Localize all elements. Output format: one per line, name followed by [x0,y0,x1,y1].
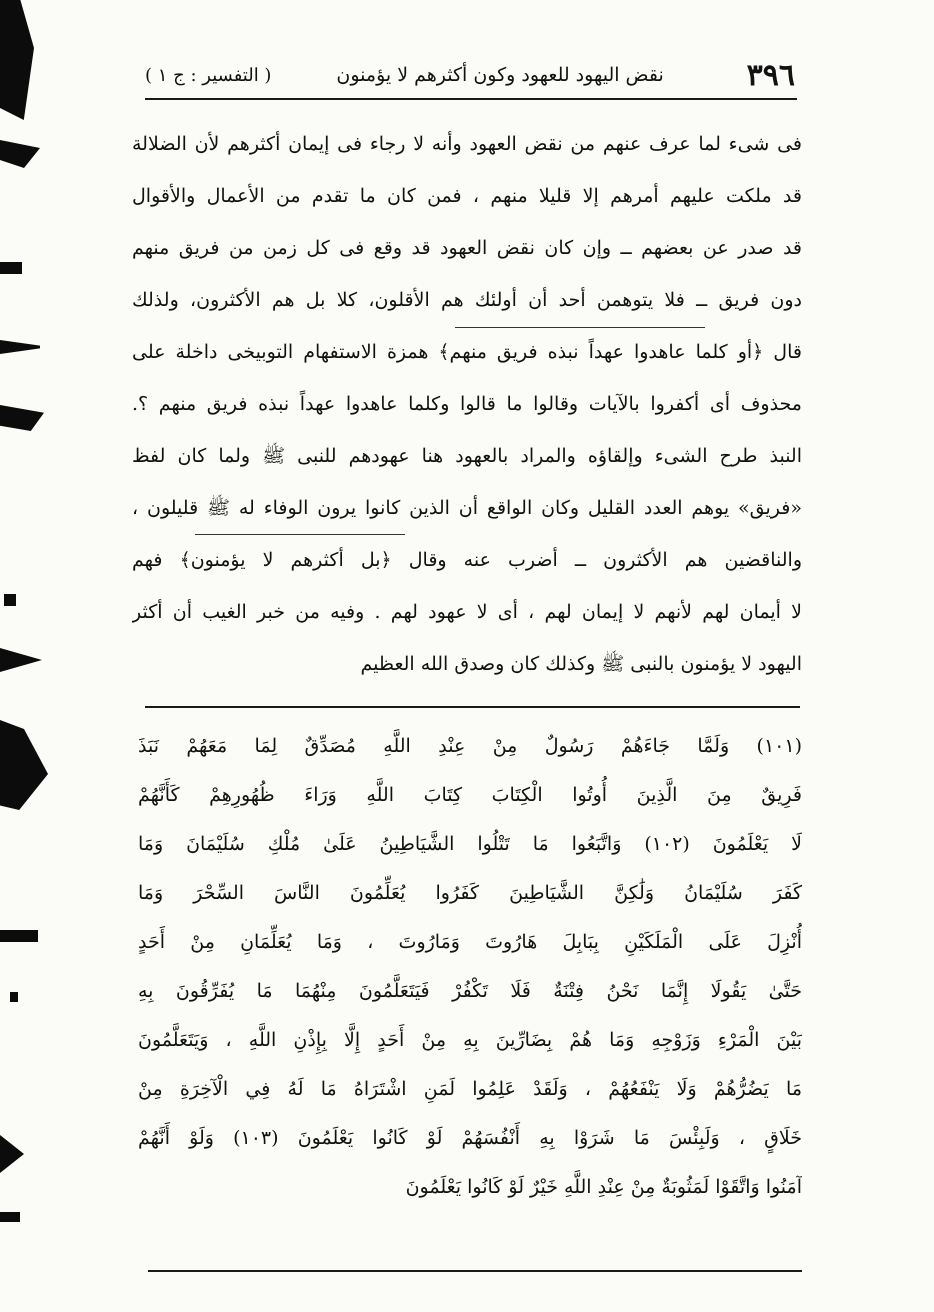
scan-edge-mark [0,930,38,942]
verse-overline [195,534,405,535]
verse-line: لَا يَعْلَمُونَ (١٠٢) وَاتَّبَعُوا مَا تَتْلُوا الشَّيَاطِينُ عَلَىٰ مُلْكِ سُلَيْمَانَ وَمَا [138,833,802,855]
quran-verses [138,722,802,1212]
verse-line: مَا يَضُرُّهُمْ وَلَا يَنْفَعُهُمْ ، وَلَقَدْ عَلِمُوا لَمَنِ اشْتَرَاهُ مَا لَهُ فِي الْآخِرَةِ مِنْ [138,1078,802,1100]
header-divider [145,98,797,100]
commentary-text [132,118,802,690]
text-line: محذوف أى أكفروا بالآيات وقالوا ما قالوا وكلما عاهدوا عهداً نبذه فريق منهم ؟. [132,393,802,415]
verse-line: فَرِيقٌ مِنَ الَّذِينَ أُوتُوا الْكِتَابَ كِتَابَ اللَّهِ وَرَاءَ ظُهُورِهِمْ كَأَنَّهُمْ [138,784,802,806]
scan-edge-mark [0,340,40,354]
verse-line: أُنْزِلَ عَلَى الْمَلَكَيْنِ بِبَابِلَ هَارُوتَ وَمَارُوتَ ، وَمَا يُعَلِّمَانِ مِنْ أَحَدٍ [138,931,802,953]
text-line: والناقضين هم الأكثرون ــ أضرب عنه وقال ﴿بل أكثرهم لا يؤمنون﴾ فهم [132,549,802,571]
verse-line: بَيْنَ الْمَرْءِ وَزَوْجِهِ وَمَا هُمْ بِضَارِّينَ بِهِ مِنْ أَحَدٍ إِلَّا بِإِذْنِ اللَّهِ ، وَيَتَعَلَّمُونَ [138,1029,802,1051]
scan-edge-mark [0,1135,24,1173]
text-line: قد ملكت عليهم أمرهم إلا قليلا منهم ، فمن كان ما تقدم من الأعمال والأقوال [132,185,802,207]
footer-divider [148,1270,802,1272]
verse-line: آمَنُوا وَاتَّقَوْا لَمَثُوبَةٌ مِنْ عِنْدِ اللَّهِ خَيْرٌ لَوْ كَانُوا يَعْلَمُونَ [405,1176,802,1198]
verse-line: (١٠١) وَلَمَّا جَاءَهُمْ رَسُولٌ مِنْ عِنْدِ اللَّهِ مُصَدِّقٌ لِمَا مَعَهُمْ نَبَذَ [138,735,802,757]
text-line: اليهود لا يؤمنون بالنبى ﷺ وكذلك كان وصدق الله العظيم [360,653,802,675]
text-line: قال ﴿أو كلما عاهدوا عهداً نبذه فريق منهم﴾ همزة الاستفهام التوبيخى داخلة على [132,341,802,363]
scan-edge-mark [10,992,18,1002]
section-divider [145,706,800,708]
book-reference: ( التفسير : ج ١ ) [145,64,272,86]
verse-line: كَفَرَ سُلَيْمَانُ وَلَٰكِنَّ الشَّيَاطِينَ كَفَرُوا يُعَلِّمُونَ النَّاسَ السِّحْرَ وَمَا [138,882,802,904]
text-line: دون فريق ــ فلا يتوهمن أحد أن أولئك هم الأقلون، كلا بل هم الأكثرون، ولذلك [132,289,802,311]
verse-line: خَلَاقٍ ، وَلَبِئْسَ مَا شَرَوْا بِهِ أَنْفُسَهُمْ لَوْ كَانُوا يَعْلَمُونَ (١٠٣) وَلَوْ أَنَّهُمْ [138,1127,802,1149]
page-header [145,54,795,96]
scan-edge-mark [4,594,16,606]
text-line: فى شىء لما عرف عنهم من نقض العهود وأنه لا رجاء فى إيمان أكثرهم لأن الضلالة [132,133,802,155]
running-title: نقض اليهود للعهود وكون أكثرهم لا يؤمنون [336,64,664,86]
text-line: النبذ طرح الشىء وإلقاؤه والمراد بالعهود هنا عهودهم للنبى ﷺ ولما كان لفظ [132,445,802,467]
text-line: لا أيمان لهم لأنهم لا إيمان لهم ، أى لا عهود لهم . وفيه من خبر الغيب أن أكثر [132,601,802,623]
verse-overline [455,327,705,328]
scan-edge-mark [0,128,40,168]
scan-edge-mark [0,720,48,810]
scan-edge-mark [0,262,22,274]
text-line: قد صدر عن بعضهم ــ وإن كان نقض العهود قد وقع فى كل زمن من فريق منهم [132,237,802,259]
page-number: ٣٩٦ [746,57,795,93]
verse-line: حَتَّىٰ يَقُولَا إِنَّمَا نَحْنُ فِتْنَةٌ فَلَا تَكْفُرْ فَيَتَعَلَّمُونَ مِنْهُمَا مَا يُفَرِّقُونَ بِهِ [138,980,802,1002]
scan-edge-mark [0,405,44,431]
text-line: «فريق» يوهم العدد القليل وكان الواقع أن الذين كانوا يرون الوفاء له ﷺ قليلون ، [132,497,802,519]
scan-edge-mark [0,648,42,672]
scan-edge-mark [0,0,34,120]
scan-edge-mark [0,1212,20,1222]
